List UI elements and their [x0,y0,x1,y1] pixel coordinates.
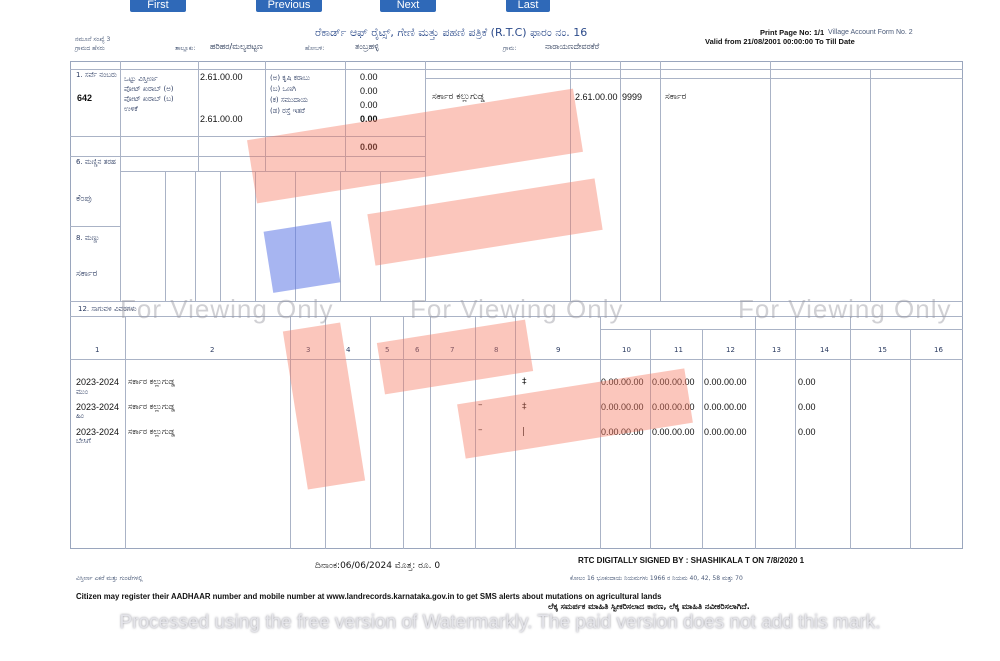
kharab-label-2: (ಬ) ಒಣಗಿ [270,85,296,93]
kharab-value-2: 0.00 [360,86,378,96]
owner-area: 2.61.00.00 [575,92,618,102]
tree-value: ಸರ್ಕಾರ [76,269,98,279]
col-number-7: 7 [450,346,455,354]
col-number-8: 8 [494,346,499,354]
table-row-v4: 0.00 [798,427,816,437]
col-number-13: 13 [772,346,781,354]
table-row-year: 2023-2024 [76,377,120,387]
tree-label: 8. ಮಣ್ಣು [76,234,100,242]
form-number-label: ನಮೂನೆ ಸಂಖ್ಯೆ 3 [75,36,111,43]
watermark-shape [264,221,341,293]
kharab-value-4: 0.00 [360,114,378,124]
previous-button[interactable]: Previous [256,0,322,12]
footer-note-right: ಕೋಲಂ 16 ಭೂಕಂದಾಯ ನಿಯಮಗಳು 1966 ರ ನಿಯಮ 40, 42, 58 ಮತ್ತು 70 [570,575,743,582]
table-row-crop: ಸರ್ಕಾರ ಕಲ್ಲುಗುಡ್ಡ [128,377,175,386]
table-row-v1: 0.00.00.00 [601,402,644,412]
section-12-label: 12. ಸಾಗುವಳಿ ವಿವರಗಳು [78,305,137,313]
viewing-only-text: For Viewing Only [410,294,624,324]
owner-remarks: ಸರ್ಕಾರ [665,92,687,102]
table-row-v4: 0.00 [798,377,816,387]
area-row-label-3: ಪೋಟ್ ಖರಾಬ್ (ಬ) [124,95,174,103]
digitally-signed: RTC DIGITALLY SIGNED BY : SHASHIKALA T ON 7/8/2020 1 [578,556,805,565]
village-label: ಗ್ರಾಮ: [503,45,517,52]
table-row-v2: 0.00.00.00 [652,377,695,387]
footer-note-left: ವಿಸ್ತೀರ್ಣ ಎಕರೆ ಮತ್ತು ಗುಂಟೆಗಳಲ್ಲಿ [76,575,143,582]
page-title: ರೆಕಾರ್ಡ್ ಆಫ್ ರೈಟ್ಸ್, ಗೇಣಿ ಮತ್ತು ಪಹಣಿ ಪತ್ರಿಕೆ (R.T.C) ಫಾರಂ ನಂ. 16 [315,26,588,39]
table-row-marker: | [522,427,526,437]
col-number-5: 5 [385,346,390,354]
print-page-no: Print Page No: 1/1 [760,28,825,37]
area-row-label-4: ಉಳಿಕೆ [124,105,138,113]
col-number-2: 2 [210,346,215,354]
village-name-label: ಗ್ರಾಮದ ಹೆಸರು [75,45,105,52]
table-row-v4: 0.00 [798,402,816,412]
taluk-label: ತಾಲ್ಲೂಕು: [175,45,196,52]
viewing-only-text: For Viewing Only [120,294,334,324]
total-value: 0.00 [360,142,378,152]
table-row-v2: 0.00.00.00 [652,427,695,437]
valid-from: Valid from 21/08/2001 00:00:00 To Till Date [705,37,855,46]
owner-name: ಸರ್ಕಾರ ಕಲ್ಲುಗುಡ್ಡ [432,92,485,102]
table-row-year: 2023-2024 [76,402,120,412]
col-number-14: 14 [820,346,829,354]
area-net: 2.61.00.00 [200,114,243,124]
area-row-label-1: ಒಟ್ಟು ವಿಸ್ತೀರ್ಣ [124,75,158,83]
viewing-only-text: For Viewing Only [738,294,952,324]
kannada-note: ಲೆಕ್ಕ ಸಮರ್ಪಕ ಮಾಹಿತಿ ಸ್ವೀಕರಿಸಲಾದ ಕಾರಣ, ಲೆಕ್ಕ ಮಾಹಿತಿ ನವೀಕರಿಸಲಾಗಿದೆ. [548,602,750,611]
kharab-label-1: (ಅ) ಕೃಷಿ ಕರಾಬು [270,74,310,82]
owner-khata: 9999 [622,92,643,102]
col-number-10: 10 [622,346,631,354]
survey-number: 642 [77,93,93,103]
table-row-v3: 0.00.00.00 [704,377,747,387]
table-row-marker: ‡ [522,402,527,412]
table-row-v2: 0.00.00.00 [652,402,695,412]
hobli-value: ತಂಬ್ರಹಳ್ಳಿ [355,42,379,51]
table-row-season: ಮುಂ [76,388,88,396]
table-row-dash: – [478,425,483,435]
area-row-label-2: ಪೋಟ್ ಖರಾಬ್ (ಅ) [124,85,174,93]
table-row-crop: ಸರ್ಕಾರ ಕಲ್ಲುಗುಡ್ಡ [128,427,175,436]
col-number-3: 3 [306,346,311,354]
col-number-15: 15 [878,346,887,354]
kharab-label-3: (ಕ) ಸಮುದಾಯ [270,96,308,104]
survey-number-label: 1. ಸರ್ವೆ ನಂಬರು [76,71,117,79]
col-number-11: 11 [674,346,683,354]
date-line: ದಿನಾಂಕ:06/06/2024 ಮೊತ್ತ: ರೂ. 0 [315,561,441,571]
col-number-4: 4 [346,346,351,354]
table-row-dash: – [478,400,483,410]
col-number-6: 6 [415,346,420,354]
table-row-crop: ಸರ್ಕಾರ ಕಲ್ಲುಗುಡ್ಡ [128,402,175,411]
hobli-label: ಹೋಬಳಿ: [305,45,325,52]
village-account-form: Village Account Form No. 2 [828,29,913,36]
col-number-12: 12 [726,346,735,354]
table-row-year: 2023-2024 [76,427,120,437]
soil-label: 6. ಮಣ್ಣಿನ ತರಹ [76,158,116,166]
village-value: ನಾರಾಯಣದೇವರಕೆರೆ [545,42,600,51]
table-row-season: ಬೇಸಿಗೆ [76,437,91,445]
next-button[interactable]: Next [380,0,436,12]
watermarkly-banner: Processed using the free version of Watermarkly. The paid version does not add this mark. [119,612,881,633]
first-button[interactable]: First [130,0,186,12]
citizen-note: Citizen may register their AADHAAR number and mobile number at www.landrecords.karnataka.gov.in to get SMS alerts about mutations on agricultural lands [76,592,662,601]
table-row-v1: 0.00.00.00 [601,427,644,437]
table-row-season: ಹಿಂ [76,412,84,420]
table-row-v3: 0.00.00.00 [704,402,747,412]
taluk-value: ಹರಿಹರ/ಮಲ್ಯಪಟ್ಟಣ [210,42,263,51]
soil-value: ಕೆಂಪು [76,194,92,204]
col-number-16: 16 [934,346,943,354]
rtc-document [70,26,965,611]
kharab-value-3: 0.00 [360,100,378,110]
col-number-1: 1 [95,346,100,354]
kharab-label-4: (ಡ) ರಸ್ತೆ ಇತರೆ [270,107,305,115]
last-button[interactable]: Last [506,0,550,12]
table-row-v1: 0.00.00.00 [601,377,644,387]
area-total: 2.61.00.00 [200,72,243,82]
kharab-value-1: 0.00 [360,72,378,82]
table-row-marker: ‡ [522,377,527,387]
col-number-9: 9 [556,346,561,354]
table-row-v3: 0.00.00.00 [704,427,747,437]
